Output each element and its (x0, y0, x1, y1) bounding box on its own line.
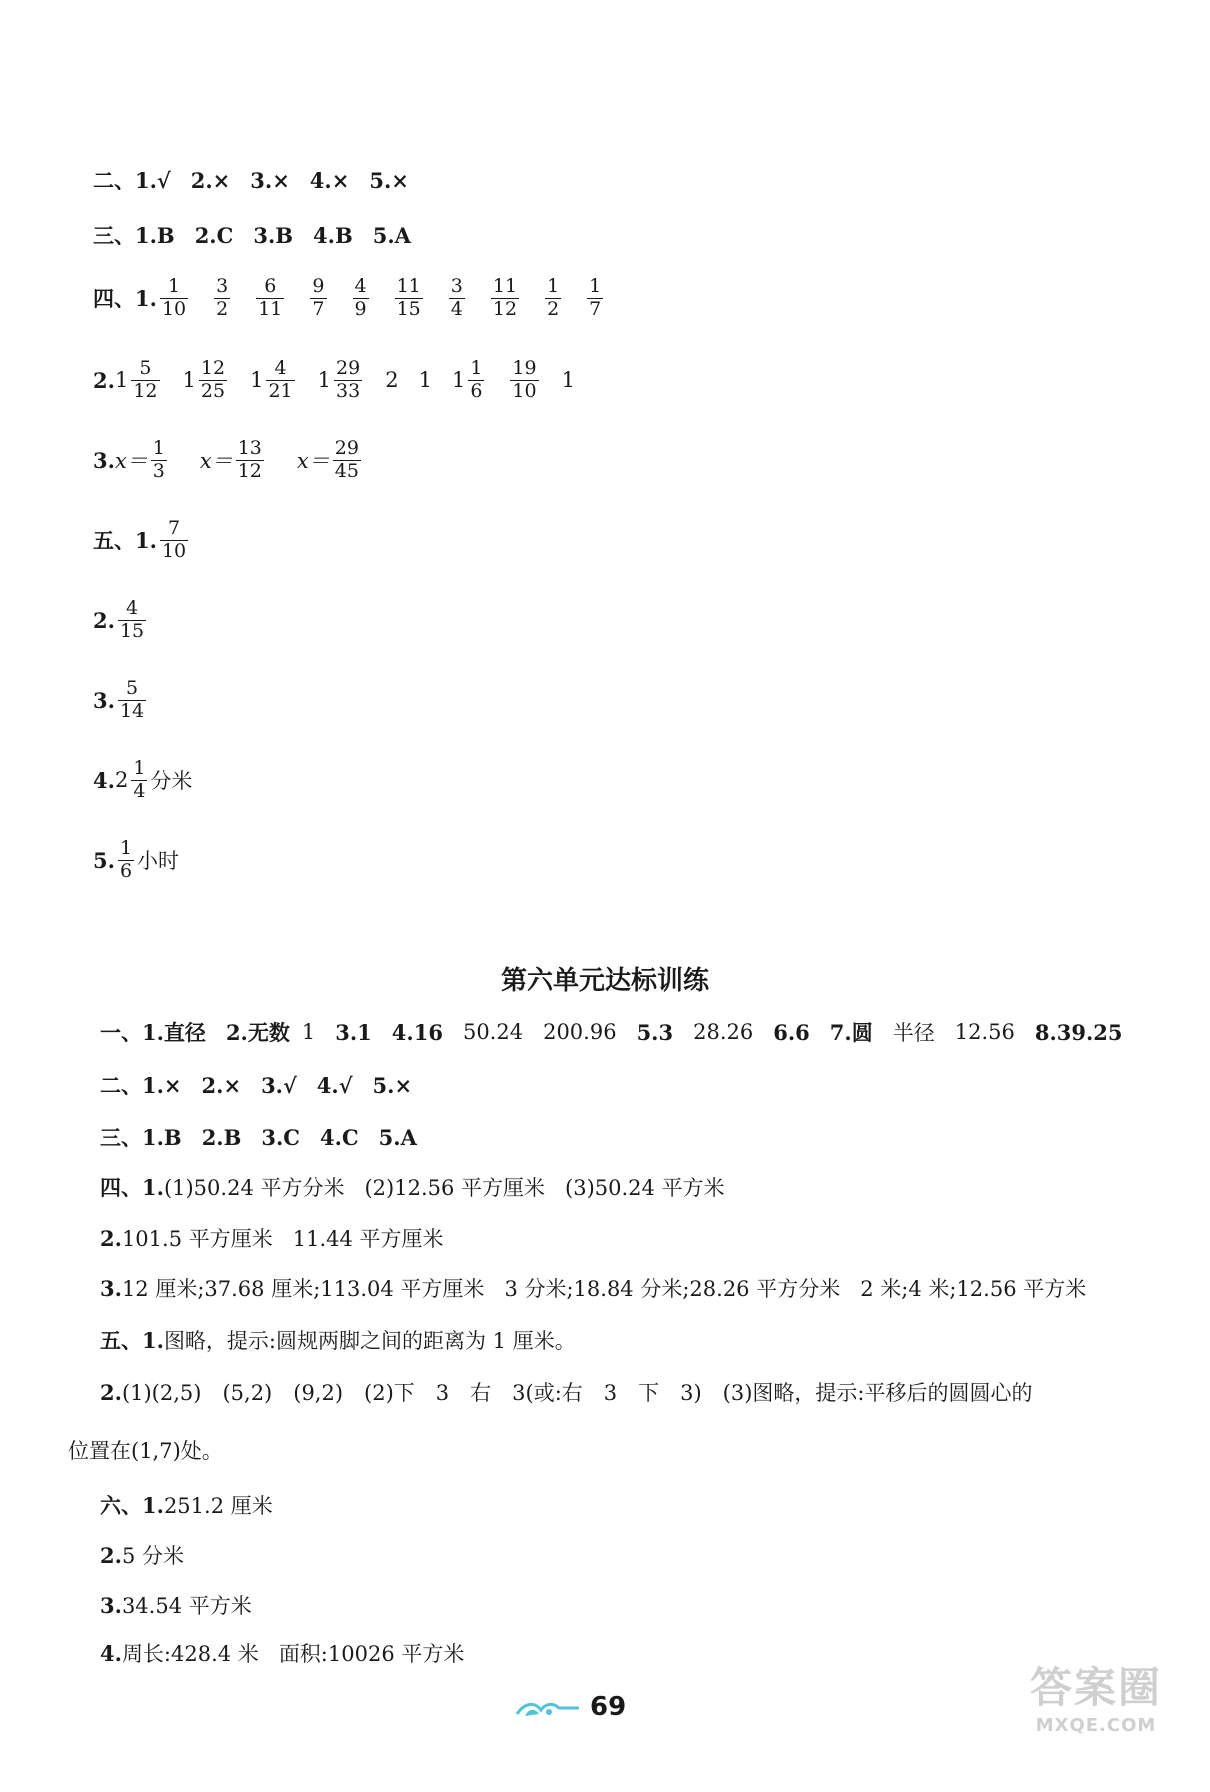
answer-item: 5.3 (636, 1019, 674, 1045)
whole-number: 1 (317, 368, 331, 392)
unit6-line-4-3 (100, 1258, 1086, 1318)
answer-item: 6.6 (773, 1019, 810, 1045)
fraction: $\frac{5}{14}$ (119, 677, 145, 722)
answer-text: (1)50.24 平方分米 (163, 1176, 345, 1200)
variable: x＝ (114, 449, 148, 473)
answer-value: 半径 (892, 1021, 935, 1045)
unit6-line-1 (100, 1002, 1123, 1062)
answer-item: 4.× (309, 167, 350, 193)
watermark-site: MXQE.COM (1035, 1715, 1157, 1736)
fraction: $\frac{5}{12}$ (133, 357, 158, 402)
fraction: $\frac{1}{7}$ (589, 275, 602, 320)
answer-line-4-2 (93, 350, 575, 410)
fraction: $\frac{1}{4}$ (133, 757, 146, 802)
answer-item: 4.16 (391, 1019, 443, 1045)
answer-value: 50.24 (462, 1020, 524, 1044)
item-label: 2. (93, 367, 115, 393)
section-label: 三、 (100, 1125, 142, 1150)
section-label: 五、1. (100, 1328, 164, 1353)
fraction: $\frac{1}{3}$ (152, 437, 165, 482)
fraction: $\frac{4}{15}$ (119, 597, 145, 642)
fraction: $\frac{11}{12}$ (492, 275, 518, 320)
answer-text: 面积:10026 平方米 (278, 1642, 465, 1666)
answer-text: 5 分米 (121, 1544, 184, 1568)
fraction: $\frac{19}{10}$ (512, 357, 537, 402)
answer-item: 4.√ (316, 1072, 353, 1098)
answer-line-5-2 (93, 590, 149, 650)
answer-item: 8.39.25 (1034, 1019, 1123, 1045)
section-label: 四、1. (100, 1175, 164, 1200)
answer-text: 251.2 厘米 (163, 1494, 273, 1518)
fraction: $\frac{11}{15}$ (396, 275, 421, 320)
section-label: 一、 (100, 1020, 142, 1045)
answer-item: 2.C (194, 222, 234, 248)
item-label: 3. (93, 687, 115, 713)
answer-value: 12.56 (954, 1020, 1015, 1044)
answer-item: 5.× (369, 167, 409, 193)
answer-item: 5.A (378, 1124, 417, 1150)
answer-item: 3.B (253, 222, 294, 248)
answer-value: 28.26 (693, 1020, 754, 1044)
answer-text: 3 分米;18.84 分米;28.26 平方分米 (504, 1277, 841, 1301)
section-label: 二、 (93, 168, 135, 193)
variable: x＝ (199, 449, 233, 473)
answer-value: 1 (301, 1020, 316, 1044)
fraction: $\frac{29}{45}$ (334, 437, 359, 482)
whole-number: 1 (418, 368, 432, 392)
item-label: 4. (93, 767, 115, 793)
answer-item: 1.B (135, 222, 175, 248)
section-label: 四、1. (93, 286, 157, 311)
item-label: 2. (100, 1379, 122, 1405)
answer-line-5-5 (93, 830, 179, 890)
section-label: 二、 (100, 1073, 142, 1098)
fraction: $\frac{1}{6}$ (119, 837, 133, 882)
answer-value: 200.96 (543, 1020, 617, 1044)
page-number: 69 (590, 1692, 627, 1722)
answer-item: 5.A (372, 222, 411, 248)
answer-text: 101.5 平方厘米 (121, 1227, 273, 1251)
answer-line-5-4 (93, 750, 192, 810)
unit6-line-5-1 (100, 1310, 576, 1370)
answer-text: 11.44 平方厘米 (292, 1227, 444, 1251)
answer-line-5-3 (93, 670, 149, 730)
fraction: $\frac{6}{11}$ (258, 275, 283, 320)
whole-number: 1 (561, 368, 575, 392)
unit6-line-5-2-cont: 位置在(1,7)处。 (68, 1439, 223, 1463)
answer-item: 3.C (261, 1124, 301, 1150)
whole-number: 2 (114, 768, 129, 792)
item-label: 3. (100, 1592, 122, 1618)
answer-text: 图略，提示:圆规两脚之间的距离为 1 厘米。 (163, 1329, 576, 1353)
answer-line-4-1 (93, 268, 606, 328)
answer-item: 2.× (190, 167, 231, 193)
answer-text: 12 厘米;37.68 厘米;113.04 平方厘米 (121, 1277, 485, 1301)
unit-text: 小时 (137, 849, 180, 873)
unit-title: 第六单元达标训练 (500, 966, 709, 996)
answer-item: 3.1 (335, 1019, 372, 1045)
fraction: $\frac{4}{21}$ (268, 357, 293, 402)
fraction: $\frac{13}{12}$ (237, 437, 262, 482)
answer-item: 4.C (320, 1124, 359, 1150)
fraction: $\frac{3}{4}$ (450, 275, 463, 320)
answer-item: 1.直径 (142, 1020, 206, 1045)
whole-number: 1 (114, 368, 129, 392)
section-label: 五、1. (93, 528, 157, 553)
fraction: $\frac{4}{9}$ (354, 275, 367, 320)
answer-item: 7.圆 (829, 1020, 873, 1045)
whole-number: 1 (182, 368, 196, 392)
fraction: $\frac{1}{10}$ (161, 275, 187, 320)
section-label: 六、1. (100, 1493, 164, 1518)
section-label: 三、 (93, 223, 135, 248)
answer-text: (3)50.24 平方米 (565, 1176, 725, 1200)
answer-item: 1.√ (135, 167, 171, 193)
fraction: $\frac{9}{7}$ (312, 275, 325, 320)
unit-text: 分米 (150, 769, 193, 793)
whole-number: 1 (250, 368, 264, 392)
item-label: 2. (100, 1225, 122, 1251)
answer-line-3 (93, 205, 411, 265)
fraction: $\frac{1}{2}$ (547, 275, 560, 320)
unit6-line-5-2 (100, 1362, 1033, 1422)
whole-number: 1 (451, 368, 466, 392)
unit6-line-2 (100, 1055, 412, 1115)
answer-item: 1.× (142, 1072, 182, 1098)
item-label: 5. (93, 847, 115, 873)
item-label: 3. (93, 447, 115, 473)
answer-item: 2.无数 (225, 1020, 290, 1045)
item-label: 4. (100, 1640, 122, 1666)
item-label: 3. (100, 1275, 122, 1301)
leaf-ornament-icon (515, 1698, 581, 1724)
answer-item: 5.× (372, 1072, 413, 1098)
fraction: $\frac{7}{10}$ (161, 517, 187, 562)
answer-text: 2 米;4 米;12.56 平方米 (860, 1277, 1087, 1301)
answer-line-5-1 (93, 510, 191, 570)
unit6-line-6-4 (100, 1623, 464, 1683)
answer-line-2 (93, 150, 409, 210)
item-label: 2. (100, 1542, 122, 1568)
answer-text: (2)12.56 平方厘米 (364, 1176, 546, 1200)
fraction: $\frac{1}{6}$ (470, 357, 483, 402)
item-label: 2. (93, 607, 115, 633)
answer-line-4-3 (93, 430, 364, 490)
answer-item: 3.√ (261, 1072, 297, 1098)
watermark-brand: 答案圈 (1030, 1663, 1163, 1712)
answer-item: 2.× (201, 1072, 242, 1098)
fraction: $\frac{12}{25}$ (200, 357, 226, 402)
answer-text: (1)(2,5) (5,2) (9,2) (2)下 3 右 3(或:右 3 下 3) (3)图略，提示:平移后的圆圆心的 (121, 1381, 1033, 1405)
answer-item: 3.× (250, 167, 290, 193)
watermark (1030, 1655, 1162, 1736)
answer-text: 34.54 平方米 (121, 1594, 252, 1618)
answer-text: 周长:428.4 米 (121, 1642, 259, 1666)
fraction: $\frac{3}{2}$ (216, 275, 229, 320)
variable: x＝ (296, 449, 330, 473)
whole-number: 2 (385, 368, 399, 392)
answer-item: 1.B (142, 1124, 182, 1150)
answer-item: 2.B (201, 1124, 242, 1150)
answer-item: 4.B (313, 222, 353, 248)
fraction: $\frac{29}{33}$ (336, 357, 361, 402)
